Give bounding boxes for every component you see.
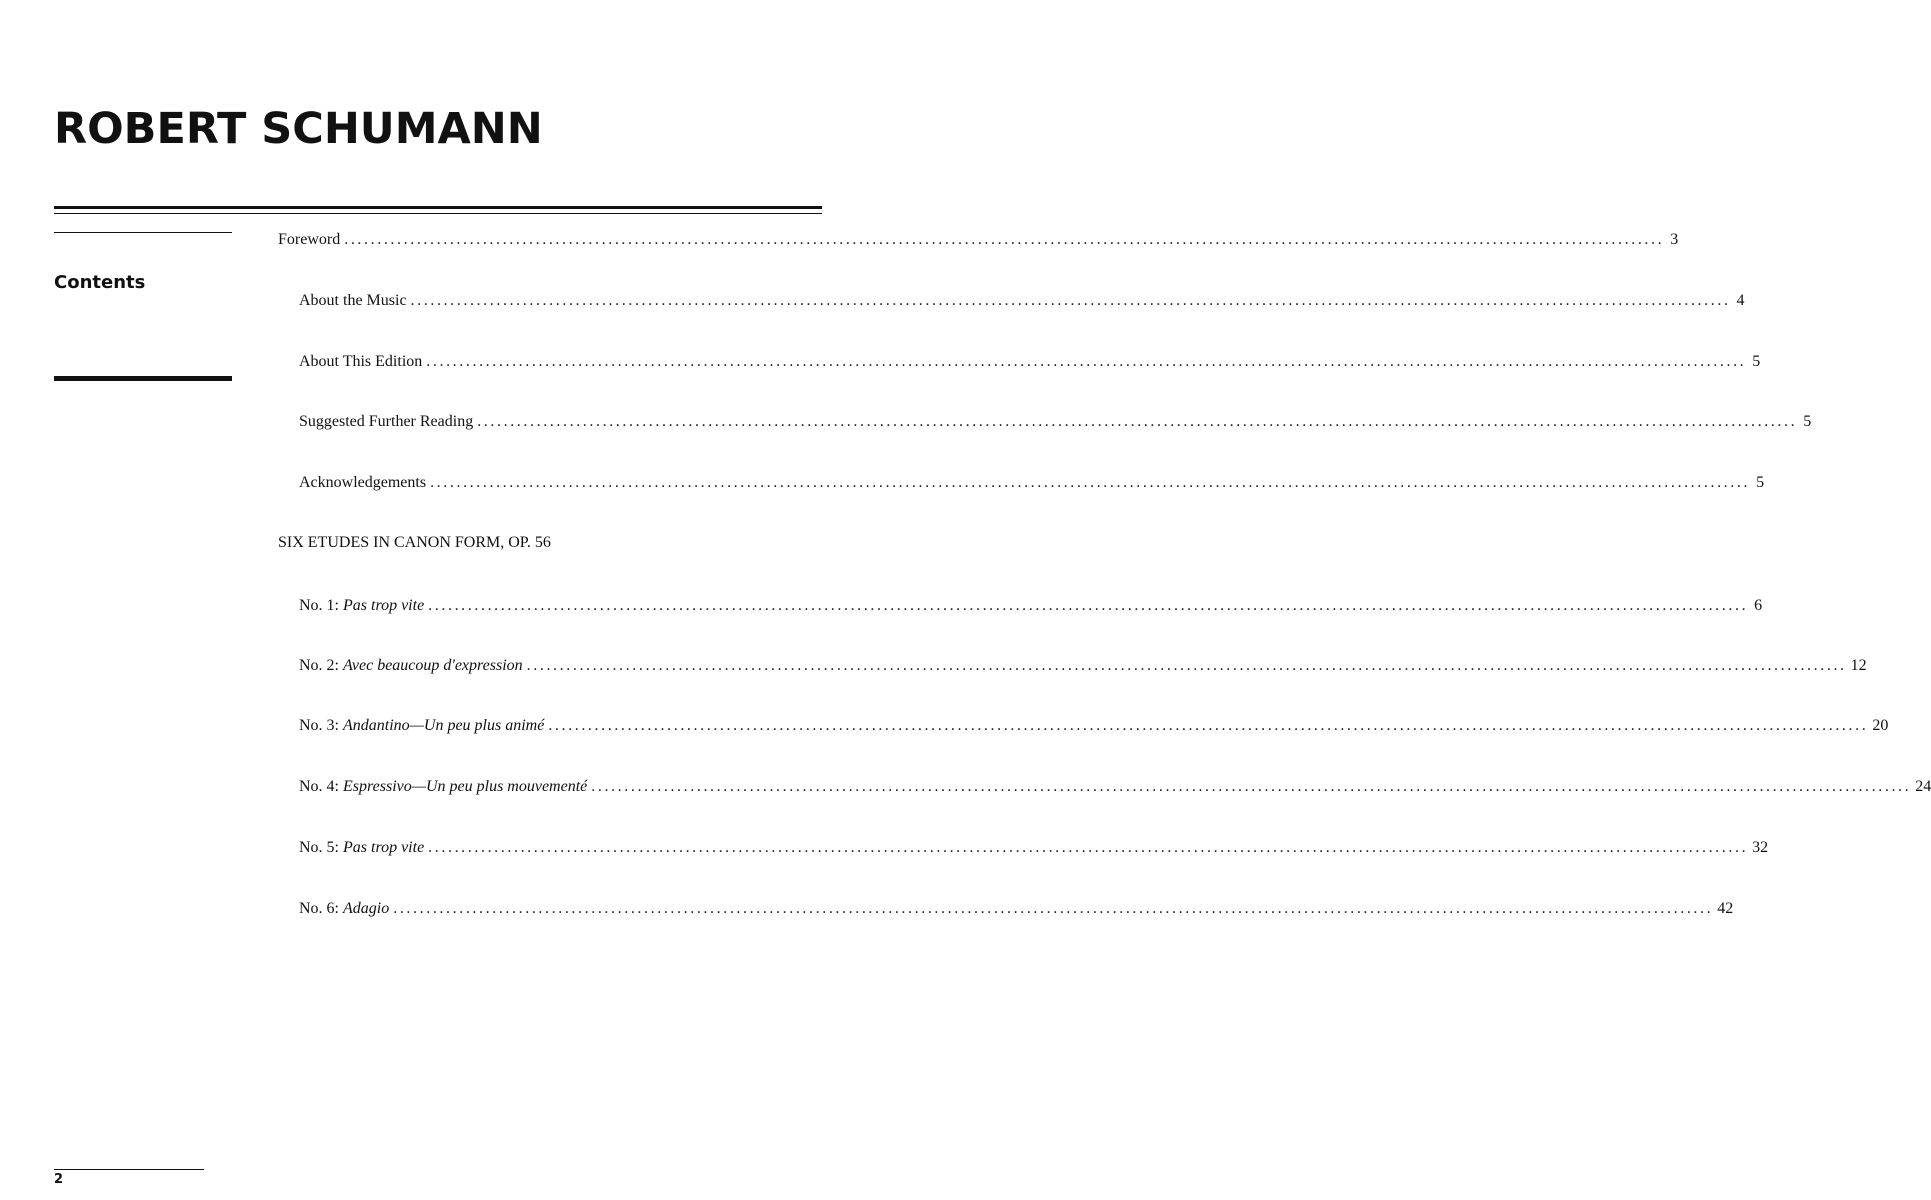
toc-entry-foreword[interactable] bbox=[278, 230, 1679, 250]
toc-entry-page: 5 bbox=[1756, 474, 1765, 491]
etude-number: No. 1: bbox=[299, 597, 339, 614]
etude-title: Adagio bbox=[343, 900, 390, 917]
toc-entry-etude-6[interactable] bbox=[299, 899, 1734, 919]
toc-entry-suggested-further-reading[interactable] bbox=[299, 412, 1812, 432]
toc-entry-etude-2[interactable] bbox=[299, 656, 1867, 676]
toc-entry-etude-3[interactable] bbox=[299, 716, 1889, 736]
toc-entry-label bbox=[299, 596, 424, 616]
page-number: 2 bbox=[54, 1172, 64, 1187]
toc-entry-page: 4 bbox=[1736, 292, 1745, 309]
dot-leader: ........................................................................................................................................................................................................ bbox=[393, 900, 1714, 917]
dot-leader: ........................................................................................................................................................................................................ bbox=[591, 778, 1912, 795]
etude-title: Espressivo—Un peu plus mouvementé bbox=[343, 778, 588, 795]
toc-section-heading: SIX ETUDES IN CANON FORM, OP. 56 bbox=[278, 534, 551, 551]
page-title: ROBERT SCHUMANN bbox=[54, 104, 543, 154]
toc-entry-page: 24 bbox=[1915, 778, 1931, 795]
toc-entry-page: 12 bbox=[1850, 657, 1867, 674]
etude-number: No. 4: bbox=[299, 778, 339, 795]
footer-rule bbox=[54, 1169, 204, 1170]
dot-leader: ........................................................................................................................................................................................................ bbox=[344, 231, 1665, 248]
toc-entry-label: About the Music bbox=[299, 292, 407, 309]
toc-entry-label: About This Edition bbox=[299, 353, 423, 370]
dot-leader: ........................................................................................................................................................................................................ bbox=[428, 597, 1749, 614]
toc-entry-label: Suggested Further Reading bbox=[299, 413, 474, 430]
toc-entry-label bbox=[299, 777, 587, 797]
toc-entry-label bbox=[299, 656, 523, 676]
dot-leader: ........................................................................................................................................................................................................ bbox=[526, 657, 1847, 674]
etude-number: No. 5: bbox=[299, 839, 339, 856]
toc-entry-about-this-edition[interactable] bbox=[299, 352, 1761, 372]
dot-leader: ........................................................................................................................................................................................................ bbox=[548, 717, 1869, 734]
etude-title: Pas trop vite bbox=[343, 839, 425, 856]
toc-entry-about-the-music[interactable] bbox=[299, 291, 1745, 311]
toc-entry-page: 20 bbox=[1872, 717, 1889, 734]
toc-entry-label bbox=[299, 838, 424, 858]
toc-entry-label: Foreword bbox=[278, 231, 341, 248]
toc-entry-page: 32 bbox=[1752, 839, 1769, 856]
toc-entry-etude-1[interactable] bbox=[299, 596, 1763, 616]
toc-entry-page: 5 bbox=[1752, 353, 1761, 370]
etude-number: No. 2: bbox=[299, 657, 339, 674]
toc-entry-label: Acknowledgements bbox=[299, 474, 427, 491]
etude-title: Pas trop vite bbox=[343, 597, 425, 614]
toc-entry-etude-4[interactable] bbox=[299, 777, 1931, 797]
dot-leader: ........................................................................................................................................................................................................ bbox=[410, 292, 1731, 309]
dot-leader: ........................................................................................................................................................................................................ bbox=[428, 839, 1749, 856]
toc-entry-label bbox=[299, 716, 544, 736]
etude-title: Avec beaucoup d'expression bbox=[343, 657, 523, 674]
etude-number: No. 3: bbox=[299, 717, 339, 734]
toc-entry-label bbox=[299, 899, 389, 919]
toc-entry-page: 3 bbox=[1670, 231, 1679, 248]
etude-number: No. 6: bbox=[299, 900, 339, 917]
toc-entry-page: 42 bbox=[1717, 900, 1734, 917]
contents-label: Contents bbox=[54, 272, 146, 293]
dot-leader: ........................................................................................................................................................................................................ bbox=[430, 474, 1751, 491]
dot-leader: ........................................................................................................................................................................................................ bbox=[426, 353, 1747, 370]
toc-entry-page: 5 bbox=[1803, 413, 1812, 430]
toc-entry-etude-5[interactable] bbox=[299, 838, 1769, 858]
dot-leader: ........................................................................................................................................................................................................ bbox=[477, 413, 1798, 430]
toc-entry-acknowledgements[interactable] bbox=[299, 473, 1765, 493]
etude-title: Andantino—Un peu plus animé bbox=[343, 717, 545, 734]
toc-entry-page: 6 bbox=[1754, 597, 1763, 614]
